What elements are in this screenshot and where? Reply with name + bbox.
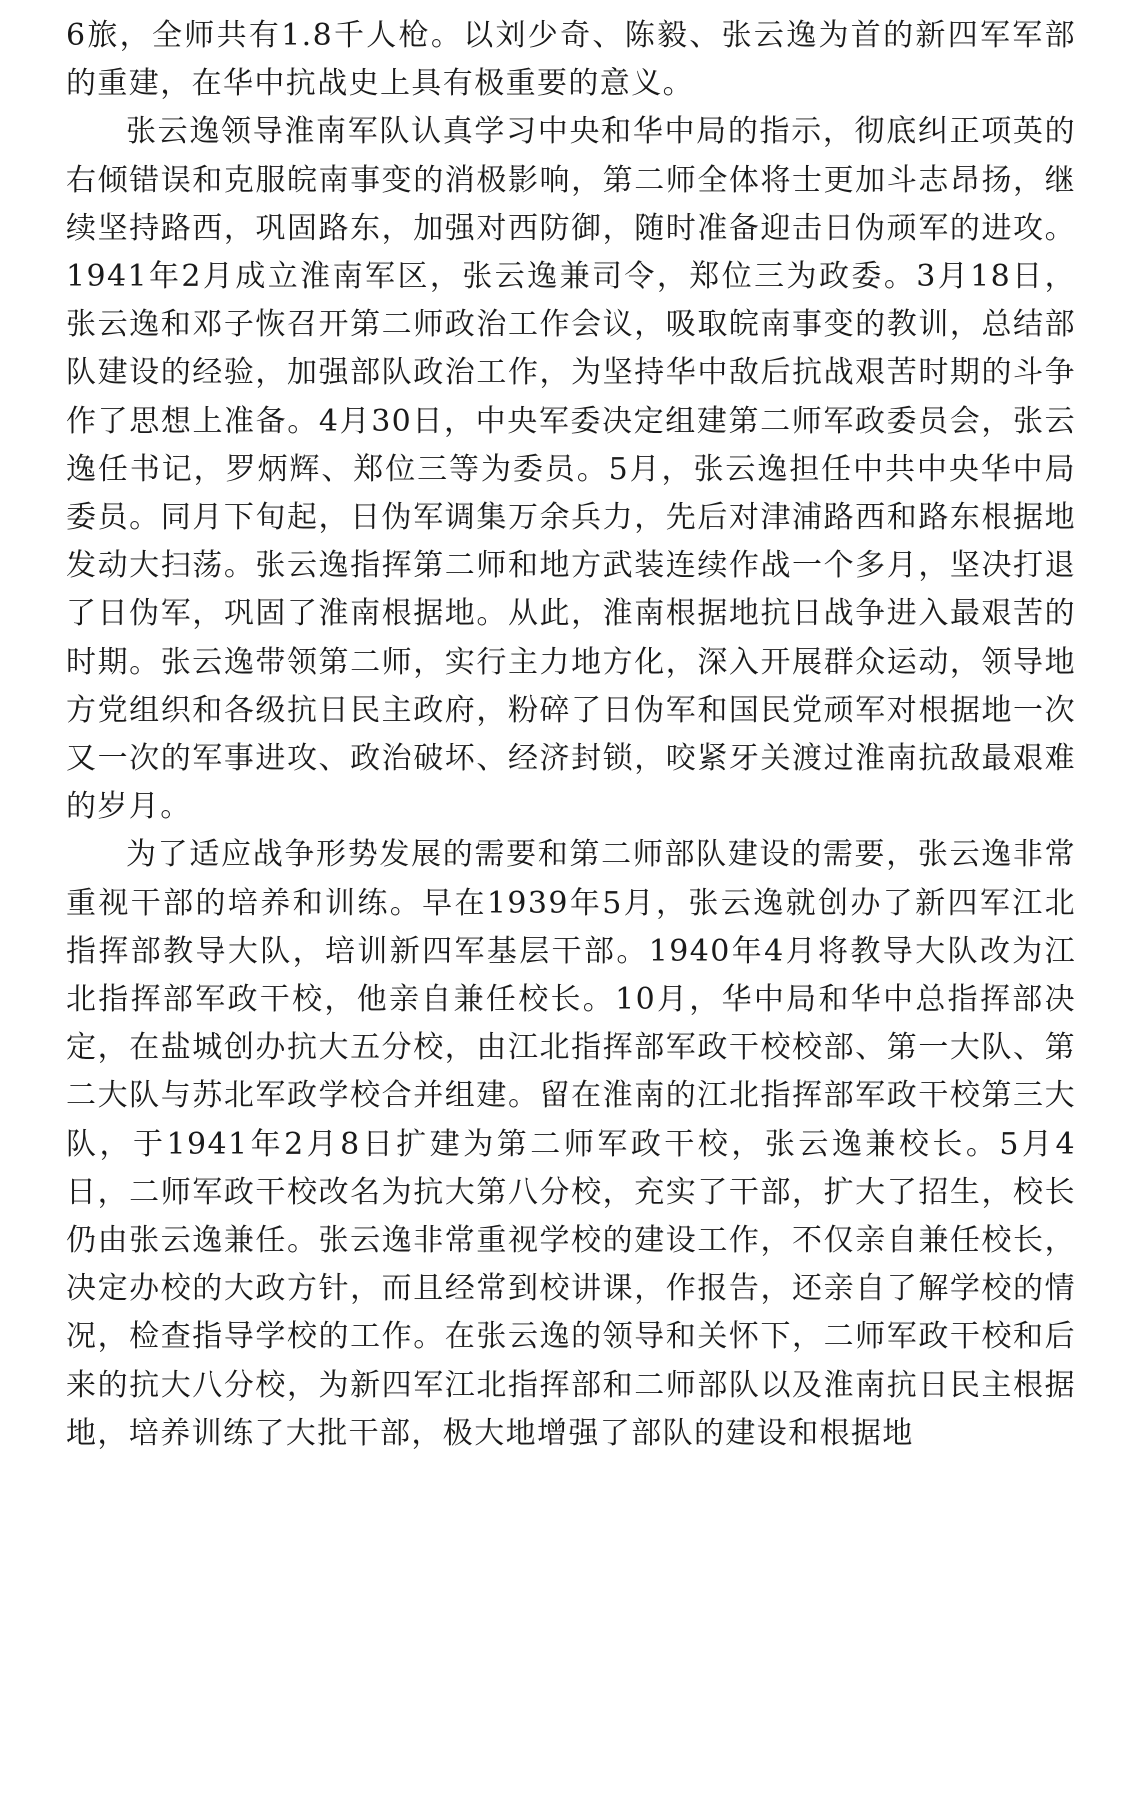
- paragraph-1: 6旅，全师共有1.8千人枪。以刘少奇、陈毅、张云逸为首的新四军军部的重建，在华中抗战史上具有极重要的意义。: [66, 18, 1076, 102]
- body-text: [66, 12, 1076, 1458]
- paragraph-2: 张云逸领导淮南军队认真学习中央和华中局的指示，彻底纠正项英的右倾错误和克服皖南事变的消极影响，第二师全体将士更加斗志昂扬，继续坚持路西，巩固路东，加强对西防御，随时准备迎击日伪顽军的进攻。1941年2月成立淮南军区，张云逸兼司令，郑位三为政委。3月18日，张云逸和邓子恢召开第二师政治工作会议，吸取皖南事变的教训，总结部队建设的经验，加强部队政治工作，为坚持华中敌后抗战艰苦时期的斗争作了思想上准备。4月30日，中央军委决定组建第二师军政委员会，张云逸任书记，罗炳辉、郑位三等为委员。5月，张云逸担任中共中央华中局委员。同月下旬起，日伪军调集万余兵力，先后对津浦路西和路东根据地发动大扫荡。张云逸指挥第二师和地方武装连续作战一个多月，坚决打退了日伪军，巩固了淮南根据地。从此，淮南根据地抗日战争进入最艰苦的时期。张云逸带领第二师，实行主力地方化，深入开展群众运动，领导地方党组织和各级抗日民主政府，粉碎了日伪军和国民党顽军对根据地一次又一次的军事进攻、政治破坏、经济封锁，咬紧牙关渡过淮南抗敌最艰难的岁月。: [66, 114, 1076, 825]
- paragraph-3: 为了适应战争形势发展的需要和第二师部队建设的需要，张云逸非常重视干部的培养和训练。早在1939年5月，张云逸就创办了新四军江北指挥部教导大队，培训新四军基层干部。1940年4月将教导大队改为江北指挥部军政干校，他亲自兼任校长。10月，华中局和华中总指挥部决定，在盐城创办抗大五分校，由江北指挥部军政干校校部、第一大队、第二大队与苏北军政学校合并组建。留在淮南的江北指挥部军政干校第三大队，于1941年2月8日扩建为第二师军政干校，张云逸兼校长。5月4日，二师军政干校改名为抗大第八分校，充实了干部，扩大了招生，校长仍由张云逸兼任。张云逸非常重视学校的建设工作，不仅亲自兼任校长，决定办校的大政方针，而且经常到校讲课，作报告，还亲自了解学校的情况，检查指导学校的工作。在张云逸的领导和关怀下，二师军政干校和后来的抗大八分校，为新四军江北指挥部和二师部队以及淮南抗日民主根据地，培养训练了大批干部，极大地增强了部队的建设和根据地: [66, 837, 1076, 1451]
